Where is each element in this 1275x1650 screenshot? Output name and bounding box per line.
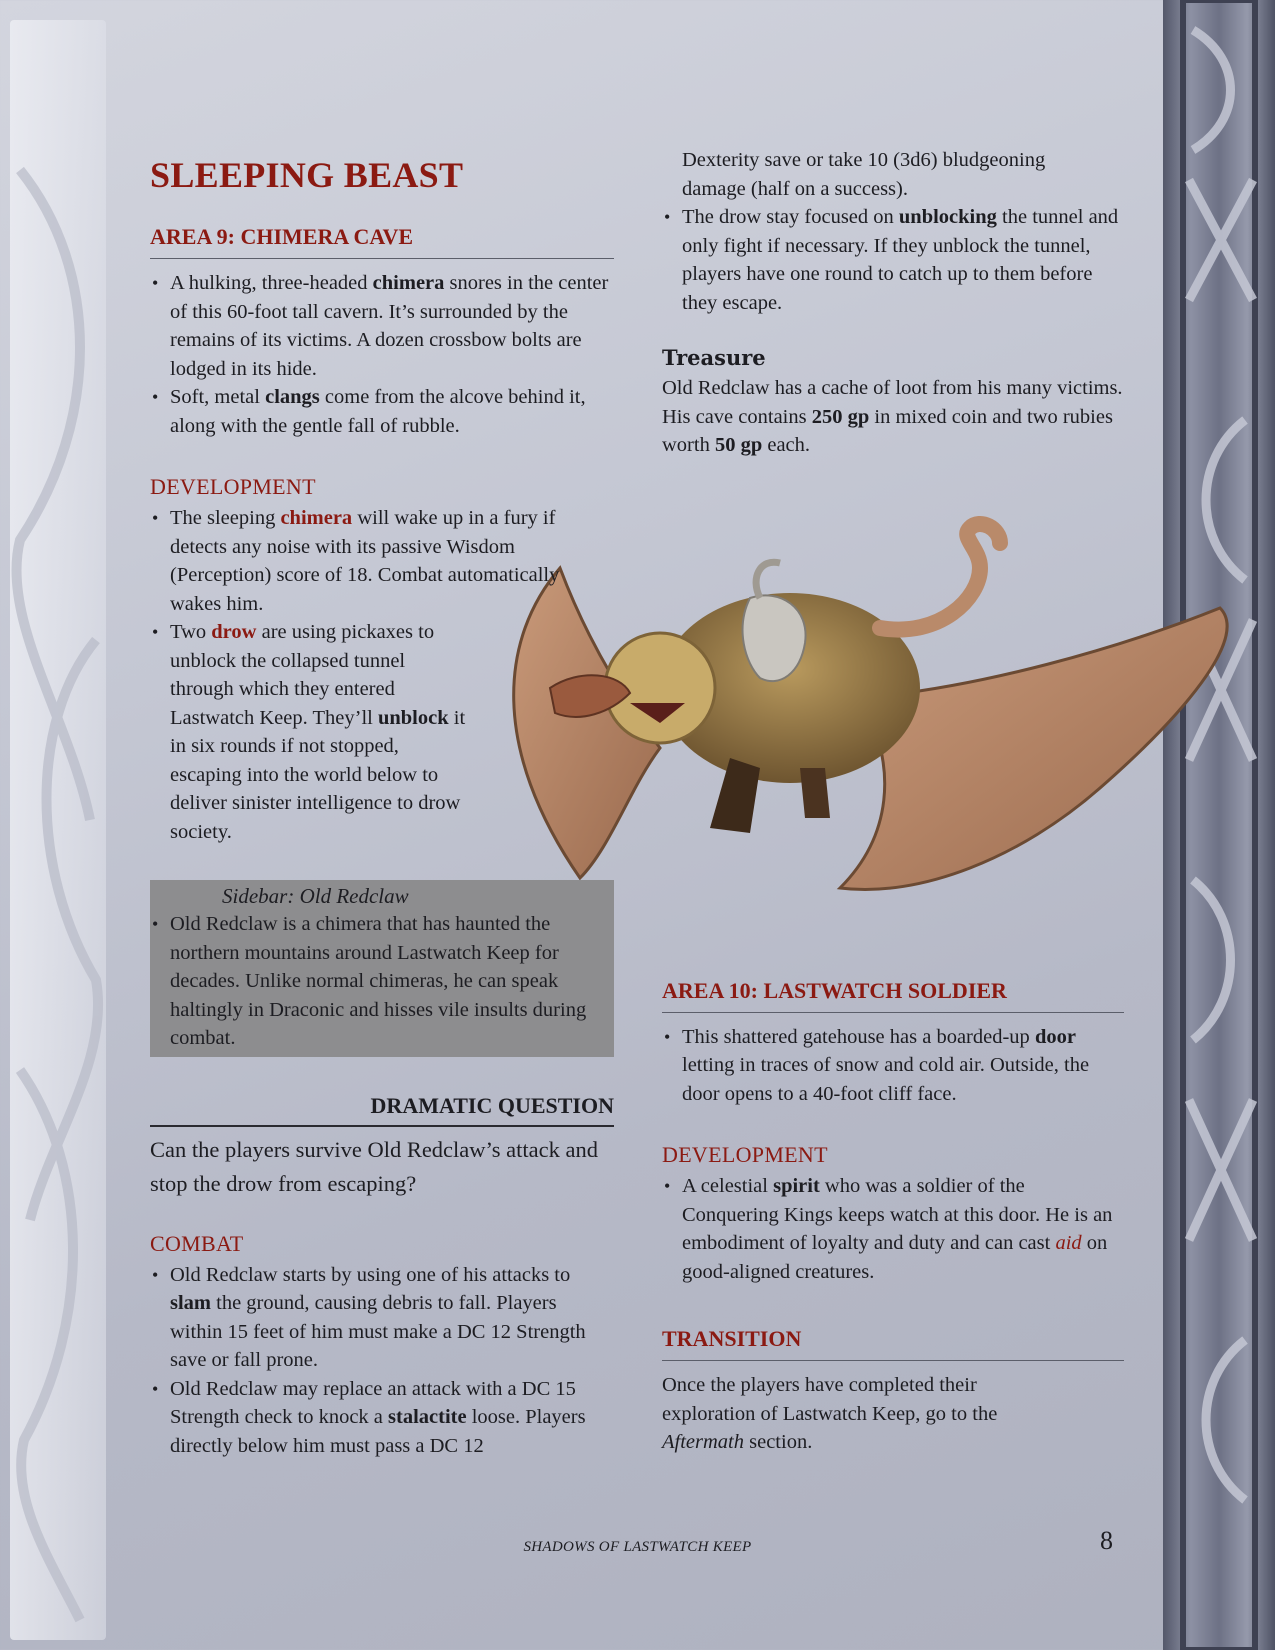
list-item: • Two drow are using pickaxes to unblock the collapsed tunnel through which they entered Lastwatch Keep. They’ll unblock it in six rounds if not stopped, escaping into the world below to deliver sinister intelligence to drow society.	[150, 618, 470, 846]
right-column	[662, 146, 1124, 1457]
page-number: 8	[1100, 1526, 1113, 1555]
area9-bullets	[150, 269, 614, 440]
footer-title: SHADOWS OF LASTWATCH KEEP	[523, 1539, 752, 1555]
list-item: • Soft, metal clangs come from the alcove behind it, along with the gentle fall of rubble.	[150, 383, 614, 440]
combat-bullets	[150, 1261, 614, 1461]
transition-heading: TRANSITION	[662, 1326, 1124, 1361]
treasure-text: Old Redclaw has a cache of loot from his many victims. His cave contains 250 gp in mixed coin and two rubies worth 50 gp each.	[662, 377, 1123, 456]
page-title: SLEEPING BEAST	[150, 155, 464, 195]
area10-development-bullets	[662, 1172, 1124, 1286]
transition-text: Once the players have completed their exploration of Lastwatch Keep, go to the Aftermath section.	[662, 1374, 998, 1453]
area10-bullets	[662, 1023, 1124, 1109]
sidebar-title: Sidebar: Old Redclaw	[222, 884, 409, 908]
left-knotwork-pattern	[10, 20, 106, 1640]
list-item: • The drow stay focused on unblocking the tunnel and only fight if necessary. If they unblock the tunnel, players have one round to catch up to them before they escape.	[662, 203, 1124, 317]
list-item: • The sleeping chimera will wake up in a fury if detects any noise with its passive Wisdom (Perception) score of 18. Combat automatically wakes him.	[150, 504, 590, 618]
left-decorative-strip	[10, 20, 106, 1640]
area9-development-heading: DEVELOPMENT	[150, 474, 316, 499]
area9-heading: AREA 9: CHIMERA CAVE	[150, 224, 614, 259]
area10-heading: AREA 10: LASTWATCH SOLDIER	[662, 978, 1124, 1013]
combat-heading: COMBAT	[150, 1230, 244, 1256]
combat-bullet-3	[662, 203, 1124, 317]
sidebar-text: • Old Redclaw is a chimera that has haunted the northern mountains around Lastwatch Keep for decades. Unlike normal chimeras, he can speak haltingly in Draconic and hisses vile insults during combat.	[150, 910, 604, 1053]
list-item: • This shattered gatehouse has a boarded-up door letting in traces of snow and cold air. Outside, the door opens to a 40-foot cliff face.	[662, 1023, 1124, 1109]
list-item: • Old Redclaw starts by using one of his attacks to slam the ground, causing debris to fall. Players within 15 feet of him must make a DC 12 Strength save or fall prone.	[150, 1261, 614, 1375]
dramatic-question-text: Can the players survive Old Redclaw’s attack and stop the drow from escaping?	[150, 1136, 598, 1196]
sidebar-box	[150, 880, 614, 1057]
list-item: • A hulking, three-headed chimera snores in the center of this 60-foot tall cavern. It’s surrounded by the remains of its victims. A dozen crossbow bolts are lodged in its hide.	[150, 269, 614, 383]
list-item: • A celestial spirit who was a soldier of the Conquering Kings keeps watch at this door. He is an embodiment of loyalty and duty and can cast aid on good-aligned creatures.	[662, 1172, 1124, 1286]
dramatic-question-heading: DRAMATIC QUESTION	[150, 1093, 614, 1127]
combat-continued-text: Dexterity save or take 10 (3d6) bludgeoning damage (half on a success).	[682, 149, 1046, 200]
sidebar-bullets	[150, 910, 604, 1053]
area10-development-heading: DEVELOPMENT	[662, 1142, 828, 1167]
treasure-heading: Treasure	[662, 345, 766, 370]
left-column	[150, 146, 614, 1460]
area9-development-bullets	[150, 504, 590, 846]
list-item: • Old Redclaw may replace an attack with a DC 15 Strength check to knock a stalactite loose. Players directly below him must pass a DC 12	[150, 1375, 614, 1461]
